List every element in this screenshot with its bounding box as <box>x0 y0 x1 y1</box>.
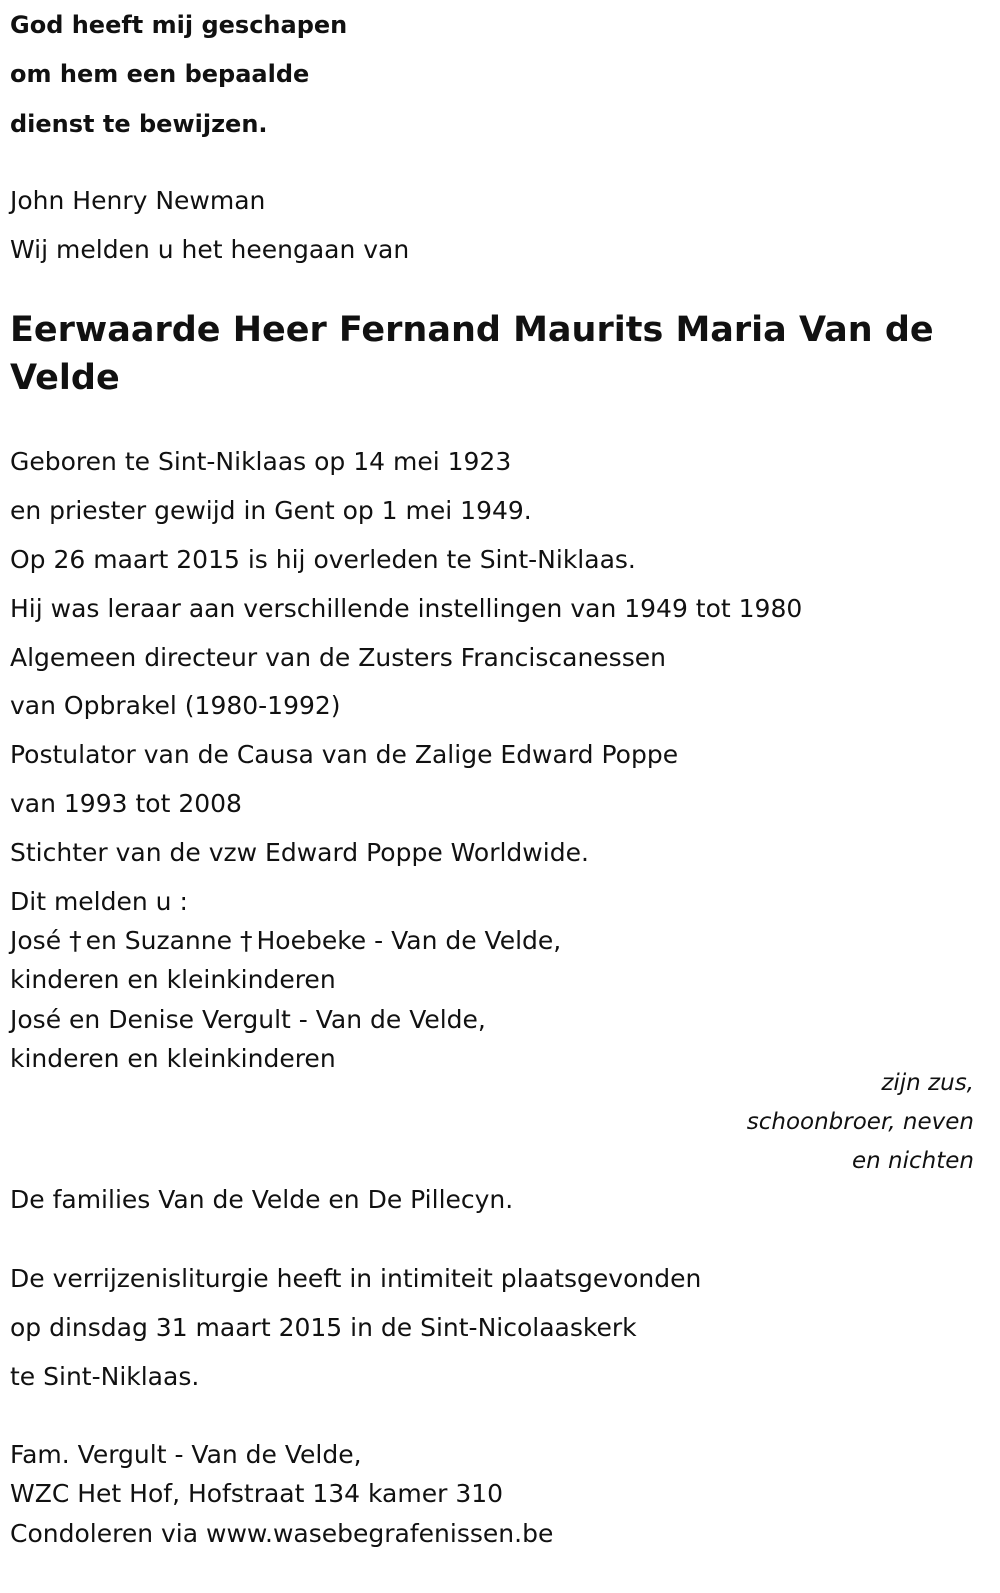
contact-line-1: Fam. Vergult - Van de Velde, <box>10 1440 362 1469</box>
quote-line-2: om hem een bepaalde <box>10 60 310 88</box>
bio-line-6: van Opbrakel (1980-1992) <box>10 691 341 720</box>
family-line-4: kinderen en kleinkinderen <box>10 1044 336 1073</box>
quote-author: John Henry Newman <box>10 186 266 215</box>
cross-symbol: † <box>239 926 253 955</box>
relation-line-1: zijn zus, <box>881 1070 974 1096</box>
bio-line-3: Op 26 maart 2015 is hij overleden te Sint-Niklaas. <box>10 545 636 574</box>
bio-line-5: Algemeen directeur van de Zusters Franciscanessen <box>10 643 666 672</box>
family-intro: Dit melden u : <box>10 887 188 916</box>
ceremony-line-2: op dinsdag 31 maart 2015 in de Sint-Nicolaaskerk <box>10 1313 637 1342</box>
quote-line-3: dienst te bewijzen. <box>10 110 268 138</box>
bio-line-7: Postulator van de Causa van de Zalige Edward Poppe <box>10 740 679 769</box>
contact-line-3: Condoleren via www.wasebegrafenissen.be <box>10 1519 554 1548</box>
relation-line-2: schoonbroer, neven <box>746 1109 974 1135</box>
relation-line-3: en nichten <box>852 1148 974 1174</box>
bio-line-8: van 1993 tot 2008 <box>10 789 242 818</box>
family-surname: Hoebeke - Van de Velde, <box>256 926 562 955</box>
announcement-text: Wij melden u het heengaan van <box>10 235 410 264</box>
cross-symbol: † <box>69 926 82 955</box>
family-line-1 <box>10 925 561 957</box>
ceremony-line-1: De verrijzenisliturgie heeft in intimiteit plaatsgevonden <box>10 1264 702 1293</box>
bio-line-2: en priester gewijd in Gent op 1 mei 1949. <box>10 496 532 525</box>
family-name-suzanne: en Suzanne <box>85 926 232 955</box>
deceased-name: Eerwaarde Heer Fernand Maurits Maria Van de Velde <box>10 310 934 398</box>
families-line: De families Van de Velde en De Pillecyn. <box>10 1185 514 1214</box>
ceremony-line-3: te Sint-Niklaas. <box>10 1362 200 1391</box>
family-line-3: José en Denise Vergult - Van de Velde, <box>10 1005 486 1034</box>
bio-line-1: Geboren te Sint-Niklaas op 14 mei 1923 <box>10 447 512 476</box>
contact-line-2: WZC Het Hof, Hofstraat 134 kamer 310 <box>10 1479 504 1508</box>
bio-line-4: Hij was leraar aan verschillende instellingen van 1949 tot 1980 <box>10 594 803 623</box>
family-name-jose: José <box>10 926 62 955</box>
bio-line-9: Stichter van de vzw Edward Poppe Worldwide. <box>10 838 589 867</box>
family-line-2: kinderen en kleinkinderen <box>10 965 336 994</box>
quote-line-1: God heeft mij geschapen <box>10 11 348 39</box>
